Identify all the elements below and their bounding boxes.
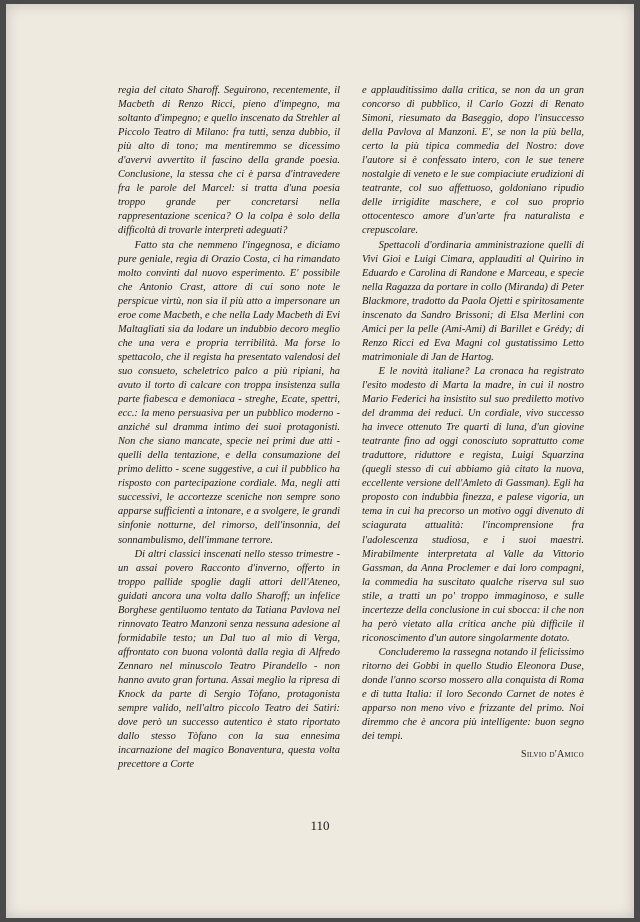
author-signature: Silvio d'Amico bbox=[520, 749, 584, 761]
left-column bbox=[118, 84, 340, 772]
paragraph: regìa del citato Sharoff. Seguirono, recentemente, il Macbeth di Renzo Ricci, pieno d'impegno, ma soltanto d'impegno; e quello inscenato da Strehler al Piccolo Teatro di Milano: fra tutti, senza dubbio, il più alto di tono; ma mentiremmo se dicessimo d'avervi avvertito il fascino della grande poesia. Conclusione, la stessa che ci è parsa d'intravedere fra le parole del Marcel: si tratta d'una poesia troppo grande per concretarsi nella rappresentazione scenica? O la colpa è solo della difficoltà di trovarle interpreti adeguati? bbox=[118, 85, 340, 237]
page-number: 110 bbox=[310, 818, 330, 833]
paragraph: E le novità italiane? La cronaca ha registrato l'esito modesto di Marta la madre, in cui il nostro Mario Federici ha insistito sul suo prediletto motivo del dramma dei reduci. Un cordiale, vivo successo ha invece ottenuto Tre quarti di luna, d'un giovine teatrante fino ad oggi conosciuto soprattutto come traduttore, riduttore e regista, Luigi Squarzina (quegli stesso di cui abbiamo già citato la nuova, eccellente versione dell'Amleto di Gassman). Egli ha proposto con indubbia finezza, e palese vigoria, un tema in cui ha precorso un motivo oggi divenuto di sciagurata attualità: l'incomprensione fra l'adolescenza studiosa, e i suoi maestri. Mirabilmente interpretata al Valle da Vittorio Gassman, da Anna Proclemer e dai loro compagni, la commedia ha suscitato qualche riserva sul suo stile, a tratti un po' troppo immaginoso, e sulle incertezze della conclusione in cui sbocca: il che non ha però vietato alla critica anche più difficile il riconoscimento d'un autore singolarmente dotato. bbox=[362, 365, 584, 644]
right-column bbox=[362, 84, 584, 762]
paragraph: Fatto sta che nemmeno l'ingegnosa, e diciamo pure geniale, regìa di Orazio Costa, ci ha rimandato molto convinti dal nuovo esperimento. E' possibile che Antonio Crast, attore di cui sono note le perspicue virtù, non sia il più atto a impersonare un eroe come Macbeth, e che nella Lady Macbeth di Evi Maltagliati sia da lodare un indubbio decoro meglio che una vera e propria terribilità. Ma forse lo spettacolo, che il regista ha presentato valendosi del suo consueto, scheletrico palco a più ripiani, ha avuto il torto di calcare con troppa insistenza sulla parte fiabesca e demoniaca - streghe, Ecate, spettri, ecc.: la meno persuasiva per un pubblico moderno - anziché sul dramma intimo dei suoi protagonisti. Non che siano mancate, specie nei primi due atti - quelli della tentazione, e della consumazione del primo delitto - scene suggestive, a cui il pubblico ha risposto con partecipazione cordiale. Ma, negli atti successivi, le accortezze sceniche non sempre sono apparse sufficienti a intonare, e a svolgere, le grandi sinfonie notturne, del rimorso, dell'insonnia, del sonnambulismo, dell'immane terrore. bbox=[118, 239, 340, 546]
paragraph: Concluderemo la rassegna notando il felicissimo ritorno dei Gobbi in quello Studio Eleonora Duse, donde l'anno scorso mossero alla conquista di Roma e di tutta Italia: il loro Secondo Carnet de notes è apparso non meno vivo e frizzante del primo. Noi diremmo che è ancora più intelligente: buon segno dei tempi. bbox=[362, 646, 584, 743]
paragraph: Spettacoli d'ordinaria amministrazione quelli di Vivi Gioi e Luigi Cimara, applauditi al Quirino in Eduardo e Carolina di Randone e Marceau, e specie nella Ragazza da portare in collo (Miranda) di Peter Blackmore, tradotto da Paola Ojetti e spiritosamente inscenato da Sandro Brissoni; di Elsa Merlini con Amici per la pelle (Ami-Ami) di Barillet e Grédy; di Renzo Ricci ed Eva Magni col gustatissimo Letto matrimoniale di Jan de Hartog. bbox=[362, 239, 584, 363]
magazine-page bbox=[6, 4, 634, 918]
paragraph: Di altri classici inscenati nello stesso trimestre - un assai povero Racconto d'inverno, offerto in troppo pallide spoglie dagli attori dell'Ateneo, guidati ancora una volta dallo Sharoff; un infelice Borghese gentiluomo tentato da Tatiana Pavlova nel rinnovato Teatro Manzoni senza nessuna adesione al formidabile testo; un Dal tuo al mio di Verga, affrontato con buona volontà dalla regìa di Alfredo Zennaro nel minuscolo Teatro Pirandello - non hanno avuto gran fortuna. Assai meglio la ripresa di Knock da parte di Sergio Tòfano, protagonista sempre valido, nell'altro piccolo Teatro dei Satiri: dove però un successo autentico è stato riportato dallo stesso Tòfano con la sua ennesima incarnazione del magico Bonaventura, questa volta precettore a Corte bbox=[118, 548, 340, 771]
paragraph: e applauditissimo dalla critica, se non da un gran concorso di pubblico, il Carlo Gozzi di Renato Simoni, riesumato da Baseggio, dopo l'insuccesso della Pavlova al Manzoni. E', se non la più bella, certo la più tipica commedia del Nostro: dove l'autore si è confessato intero, con le sue tenere nostalgie di veneto e le sue compiaciute erudizioni di teatrante, col suo affettuoso, goldoniano ripudio delle irrigidite maschere, e col suo proprio ottocentesco amore d'un'arte fra naturalista e crepuscolare. bbox=[362, 85, 584, 237]
